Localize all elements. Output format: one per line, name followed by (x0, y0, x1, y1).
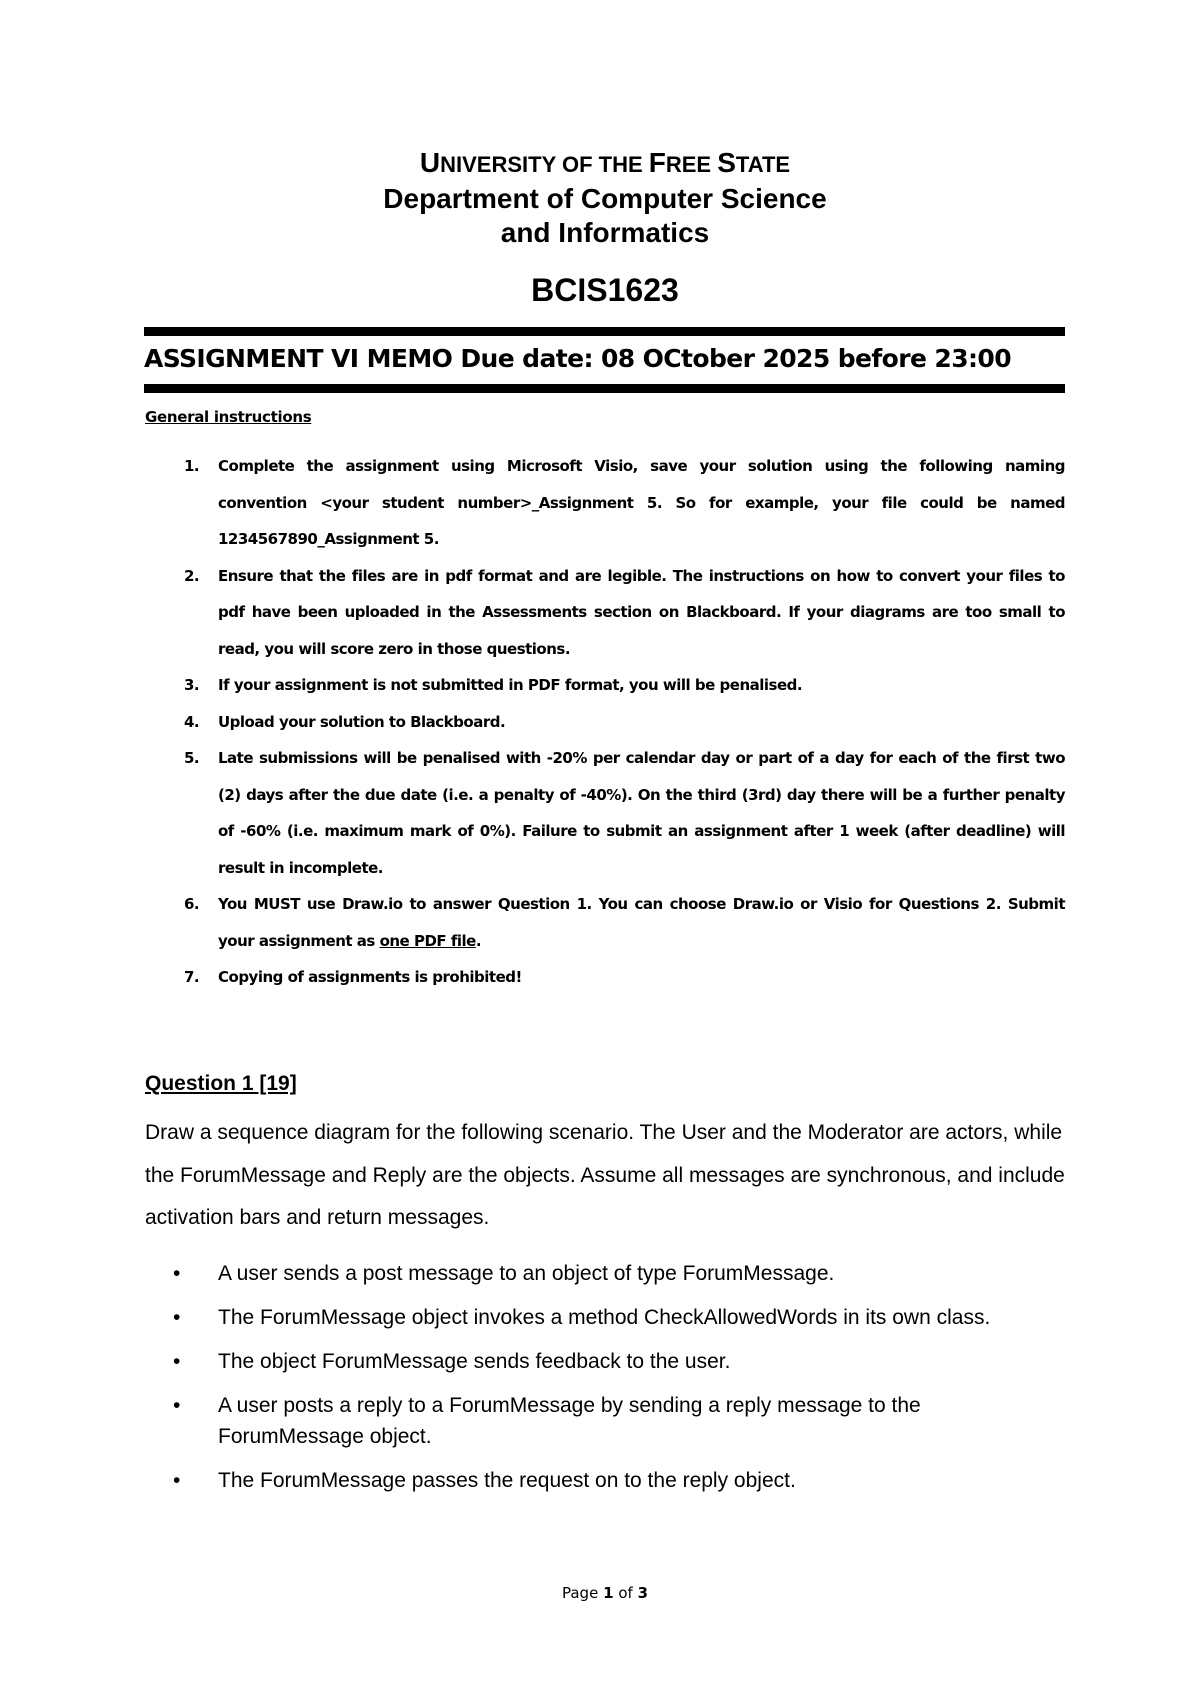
bullet-text: A user posts a reply to a ForumMessage by sending a reply message to the ForumMessage object. (218, 1394, 921, 1448)
assignment-title: ASSIGNMENT VI MEMO Due date: 08 OCtober 2025 before 23:00 (144, 344, 1011, 373)
bullet-text: The ForumMessage object invokes a method CheckAllowedWords in its own class. (218, 1306, 991, 1329)
instruction-item (145, 740, 1065, 886)
instruction-item (145, 667, 1065, 704)
university-initial-f: F (648, 147, 666, 178)
course-code: BCIS1623 (531, 272, 679, 308)
page-footer (0, 1584, 1200, 1602)
instruction-text: You MUST use Draw.io to answer Question 1. You can choose Draw.io or Visio for Questions 2. Submit your assignment as (218, 895, 1065, 950)
bullet-icon: • (173, 1350, 181, 1373)
instruction-text: Complete the assignment using Microsoft Visio, save your solution using the following naming convention <your student number>_Assignment 5. So for example, your file could be named 1234567890_Assignment 5. (218, 457, 1065, 548)
instruction-number: 7. (184, 968, 200, 986)
university-name (0, 146, 1200, 182)
list-item (145, 1346, 1065, 1377)
bullet-icon: • (173, 1306, 181, 1329)
list-item (145, 1258, 1065, 1289)
list-item (145, 1302, 1065, 1333)
instruction-number: 4. (184, 712, 200, 731)
list-item (145, 1390, 1065, 1452)
bullet-icon: • (173, 1469, 181, 1492)
general-instructions-heading: General instructions (145, 408, 312, 426)
instruction-number: 3. (184, 676, 200, 694)
title-bottom-rule (144, 384, 1065, 393)
instruction-item (145, 959, 1065, 996)
instruction-text: Ensure that the files are in pdf format and are legible. The instructions on how to convert your files to pdf have been uploaded in the Assessments section on Blackboard. If your diagrams are too small to read, you will score zero in those questions. (218, 566, 1065, 658)
instruction-number: 5. (184, 749, 200, 767)
page-number: 1 (603, 1584, 614, 1602)
instruction-item (145, 886, 1065, 959)
university-text-2: REE (665, 152, 718, 177)
instruction-item (145, 704, 1065, 741)
bullet-text: The ForumMessage passes the request on to the reply object. (218, 1469, 796, 1492)
instruction-text: Copying of assignments is prohibited! (218, 968, 522, 986)
university-text-3: TATE (735, 152, 791, 177)
instruction-text: If your assignment is not submitted in PDF format, you will be penalised. (218, 676, 803, 694)
university-text-1: NIVERSITY OF THE (440, 152, 649, 177)
instruction-item (145, 558, 1065, 668)
document-header (0, 146, 1200, 310)
department-line-2: and Informatics (500, 217, 710, 248)
university-initial-u: U (419, 147, 441, 178)
instruction-text-end: . (475, 931, 482, 950)
bullet-icon: • (173, 1262, 181, 1285)
title-top-rule (144, 327, 1065, 336)
list-item (145, 1465, 1065, 1496)
question-1-heading: Question 1 [19] (145, 1072, 297, 1095)
bullet-icon: • (173, 1394, 181, 1417)
instructions-list (145, 448, 1065, 996)
page-label: Page (561, 1584, 599, 1602)
instruction-underlined-text: one PDF file (379, 931, 476, 950)
instruction-text: Late submissions will be penalised with -20% per calendar day or part of a day for each of the first two (2) days after the due date (i.e. a penalty of -40%). On the third (3rd) day there will be a further penalty of -60% (i.e. maximum mark of 0%). Failure to submit an assignment after 1 week (after deadline) will result in incomplete. (218, 749, 1065, 877)
department-line-1: Department of Computer Science (383, 183, 827, 214)
bullet-text: A user sends a post message to an object of type ForumMessage. (218, 1262, 835, 1285)
question-1-paragraph: Draw a sequence diagram for the following scenario. The User and the Moderator are actors, while the ForumMessage and Reply are the objects. Assume all messages are synchronous, and include activation bars and return messages. (145, 1121, 1065, 1229)
instruction-number: 2. (184, 566, 200, 585)
instruction-number: 6. (184, 895, 200, 913)
instruction-number: 1. (184, 457, 200, 475)
bullet-text: The object ForumMessage sends feedback to the user. (218, 1350, 731, 1373)
instruction-item (145, 448, 1065, 558)
instruction-text: Upload your solution to Blackboard. (218, 712, 506, 731)
page-total: 3 (637, 1584, 648, 1602)
university-initial-s: S (717, 147, 736, 178)
page-of-label: of (618, 1584, 633, 1602)
question-1-bullet-list (145, 1258, 1065, 1509)
